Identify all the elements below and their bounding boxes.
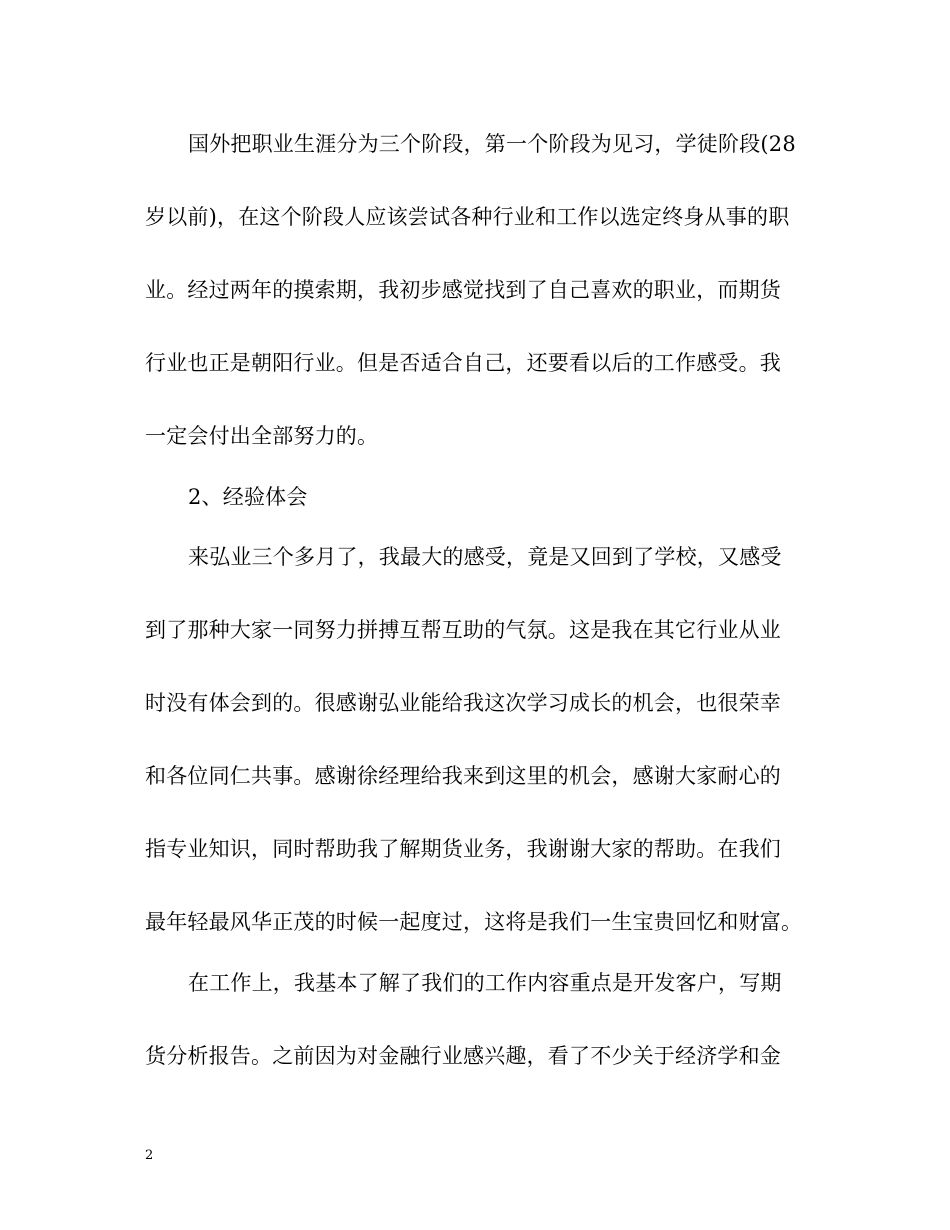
text-line: 岁以前)，在这个阶段人应该尝试各种行业和工作以选定终身从事的职 [145,205,790,229]
text-line: 时没有体会到的。很感谢弘业能给我这次学习成长的机会，也很荣幸 [145,691,781,715]
page-number: 2 [145,1148,154,1163]
text-line: 到了那种大家一同努力拼搏互帮互助的气氛。这是我在其它行业从业 [145,618,781,642]
text-line: 指专业知识，同时帮助我了解期货业务，我谢谢大家的帮助。在我们 [145,837,781,861]
text-line: 国外把职业生涯分为三个阶段，第一个阶段为见习，学徒阶段(28 [188,132,796,156]
text-line: 一定会付出全部努力的。 [145,424,379,448]
section-heading: 2、经验体会 [188,485,308,509]
text-line: 业。经过两年的摸索期，我初步感觉找到了自己喜欢的职业，而期货 [145,278,781,302]
text-line: 和各位同仁共事。感谢徐经理给我来到这里的机会，感谢大家耐心的 [145,764,781,788]
text-line: 在工作上，我基本了解了我们的工作内容重点是开发客户，写期 [188,971,782,995]
text-line: 最年轻最风华正茂的时候一起度过，这将是我们一生宝贵回忆和财富。 [145,910,803,934]
text-line: 来弘业三个多月了，我最大的感受，竟是又回到了学校，又感受 [188,545,782,569]
text-line: 货分析报告。之前因为对金融行业感兴趣，看了不少关于经济学和金 [145,1044,781,1068]
text-line: 行业也正是朝阳行业。但是否适合自己，还要看以后的工作感受。我 [145,351,781,375]
